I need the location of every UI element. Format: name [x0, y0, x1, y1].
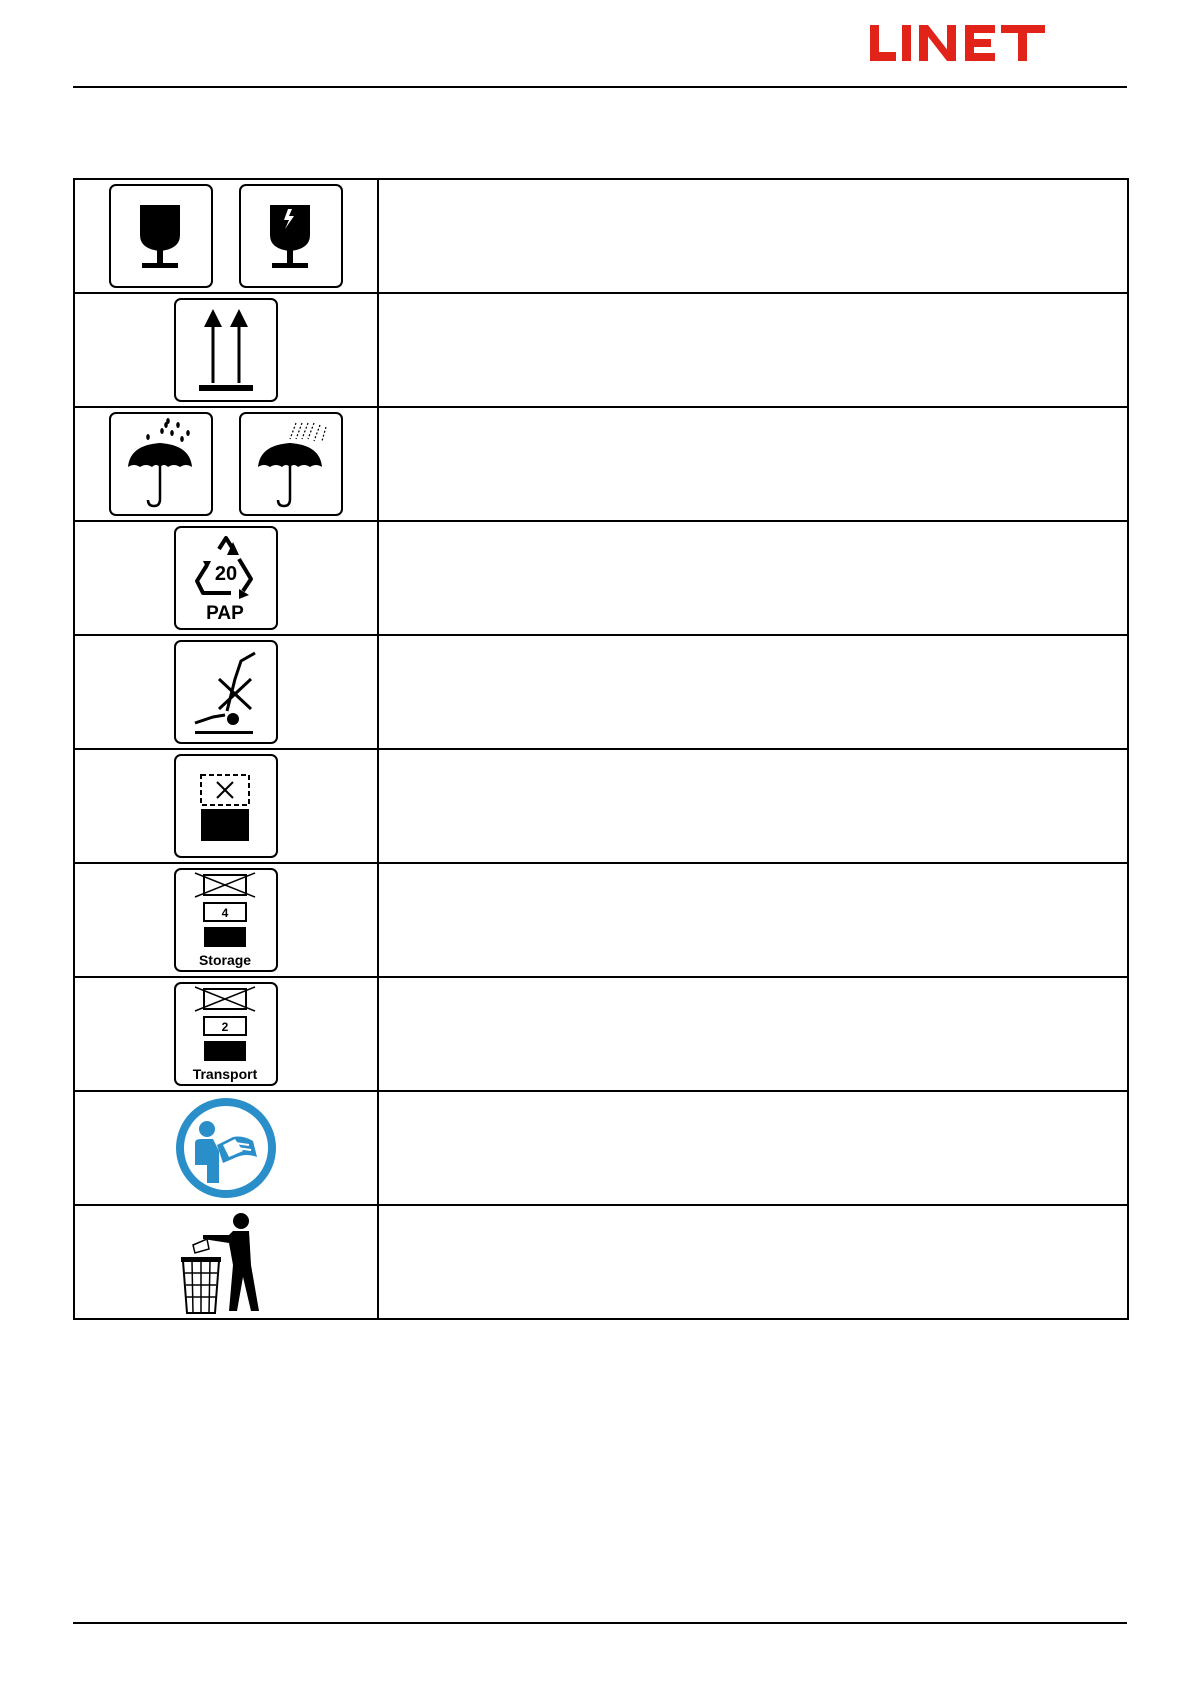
stacking-limit-transport-icon	[173, 981, 279, 1087]
fragile-glass-cracked-icon	[238, 183, 344, 289]
recycling-code: PAP	[206, 603, 244, 624]
table-row	[74, 863, 1128, 977]
stack-limit-label: Storage	[198, 952, 252, 968]
table-row	[74, 521, 1128, 635]
icon-cell	[74, 977, 378, 1091]
recycling-number: 20	[214, 563, 238, 585]
icon-cell	[74, 293, 378, 407]
icon-cell	[74, 863, 378, 977]
icon-cell	[74, 635, 378, 749]
description-cell	[378, 179, 1128, 293]
table-row	[74, 977, 1128, 1091]
icon-cell	[74, 407, 378, 521]
recycling-pap-20-icon	[173, 525, 279, 631]
no-hand-truck-icon	[173, 639, 279, 745]
description-cell	[378, 521, 1128, 635]
icon-cell	[74, 179, 378, 293]
fragile-glass-icon	[108, 183, 214, 289]
description-cell	[378, 635, 1128, 749]
table-row	[74, 293, 1128, 407]
dispose-in-bin-icon	[173, 1209, 279, 1315]
table-row	[74, 179, 1128, 293]
keep-dry-umbrella-rain-icon	[238, 411, 344, 517]
description-cell	[378, 1205, 1128, 1319]
description-cell	[378, 293, 1128, 407]
keep-dry-umbrella-icon	[108, 411, 214, 517]
this-way-up-icon	[173, 297, 279, 403]
stacking-limit-storage-icon	[173, 867, 279, 973]
icon-cell	[74, 1205, 378, 1319]
table-row	[74, 407, 1128, 521]
icon-cell	[74, 749, 378, 863]
packaging-symbols-table	[73, 178, 1129, 1320]
footer-rule	[73, 1622, 1127, 1624]
description-cell	[378, 749, 1128, 863]
description-cell	[378, 977, 1128, 1091]
icon-cell	[74, 521, 378, 635]
header-rule	[73, 86, 1127, 88]
table-row	[74, 1091, 1128, 1205]
stack-limit-number: 4	[221, 906, 229, 920]
table-row	[74, 1205, 1128, 1319]
read-instructions-icon	[173, 1095, 279, 1201]
stack-limit-label: Transport	[192, 1066, 258, 1082]
icon-cell	[74, 1091, 378, 1205]
stack-limit-number: 2	[221, 1020, 229, 1034]
table-row	[74, 749, 1128, 863]
table-row	[74, 635, 1128, 749]
no-stacking-icon	[173, 753, 279, 859]
linet-logo	[870, 22, 1045, 64]
description-cell	[378, 863, 1128, 977]
description-cell	[378, 1091, 1128, 1205]
description-cell	[378, 407, 1128, 521]
